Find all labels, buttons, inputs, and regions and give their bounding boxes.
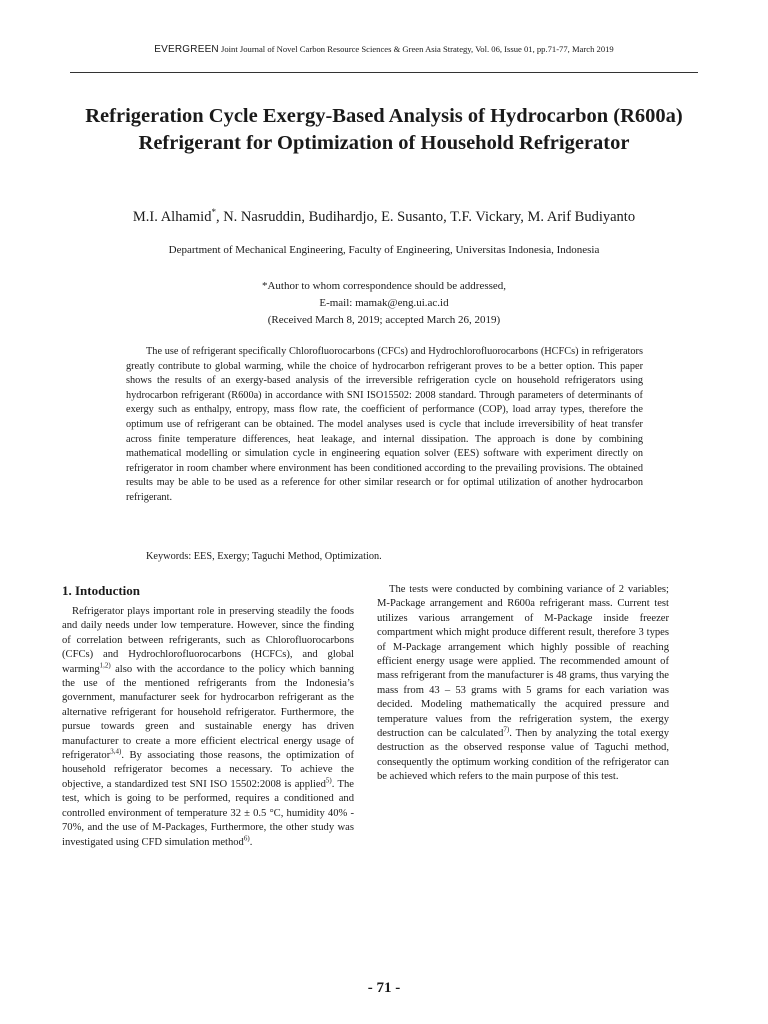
first-author: M.I. Alhamid	[132, 208, 212, 225]
left-column	[62, 583, 354, 850]
citation-5: 5)	[325, 776, 332, 785]
correspondence-block	[60, 278, 708, 329]
intro-text-3: . By associating those reasons, the optimization of household refrigerator becomes a necessary. To achieve the objective, a standardized test SNI ISO 15502:2008 is applied	[62, 750, 354, 790]
citation-1-2: 1,2)	[99, 661, 111, 670]
intro-text-1: Refrigerator plays important role in preserving steadily the foods and daily needs under low temperature. However, since the finding of correlation between refrigerants, such as Chlorofluorocarbons (CFCs) and Hydrochlorofluorocarbons (HCFCs), and global warming	[62, 606, 354, 675]
corresponding-mark: *	[211, 207, 216, 217]
right-column	[377, 583, 669, 785]
intro-text-4: . The test, which is going to be performed, requires a conditioned and controlled environment of temperature 32 ± 0.5 °C, humidity 40% - 70%, and the use of M-Packages, Furthermore, the other study was investigated using CFD simulation method	[62, 778, 354, 848]
correspondence-note: *Author to whom correspondence should be addressed,	[261, 280, 507, 292]
header-rule	[70, 72, 698, 73]
abstract: The use of refrigerant specifically Chlorofluorocarbons (CFCs) and Hydrochlorofluorocarbons (HCFCs) in refrigerators greatly contribute to global warming, while the choice of hydrocarbon refrigerant proves to be a better option. This paper shows the results of an exergy-based analysis of the irreversible refrigeration cycle on household refrigerators using hydrocarbon refrigerant (R600a) in accordance with SNI ISO15502: 2008 standard. Through parameters of determinants of exergy such as enthalpy, entropy, mass flow rate, the coefficient of performance (COP), load array types, therefore the optimum use of refrigerant can be obtained. The model analyses used is cycle that include irreversibility of heat transfer across finite temperature differences, heat leakage, and internal dissipation. The approach is done by combining mathematical modelling or simulation cycle in engineering equation solver (EES) software with experiment directly on refrigerator in room chamber where environment has been conditioned according to the prevailing provisions. The obtained results may be able to be used as a reference for other similar research or for optimal utilization of another hydrocarbon refrigerant.	[126, 346, 643, 503]
section-heading-introduction: 1. Intoduction	[62, 583, 141, 598]
citation-7: 7)	[503, 725, 510, 734]
author-list	[96, 202, 672, 227]
correspondence-email: E-mail: mamak@eng.ui.ac.id	[319, 297, 449, 309]
intro-text-2: also with the accordance to the policy which banning the use of the mentioned refrigerants from the Indonesia’s government, manufacturer seek for hydrocarbon refrigerant as the alternative refrigerant for household refrigerator. Furthermore, the pursue towards green and sustainable energy has driven manufacturer to create a more efficient electrical energy usage of refrigerator	[62, 663, 354, 762]
received-dates: (Received March 8, 2019; accepted March 26, 2019)	[267, 314, 501, 326]
intro-text-5: .	[249, 836, 253, 848]
affiliation: Department of Mechanical Engineering, Faculty of Engineering, Universitas Indonesia, Indonesia	[168, 244, 600, 256]
other-authors: , N. Nasruddin, Budihardjo, E. Susanto, T.F. Vickary, M. Arif Budiyanto	[215, 208, 636, 225]
intro-paragraph	[62, 605, 354, 850]
journal-brand: EVERGREEN	[154, 44, 219, 55]
page-number: - 71 -	[367, 980, 401, 996]
paper-title: Refrigeration Cycle Exergy-Based Analysis of Hydrocarbon (R600a) Refrigerant for Optimization of Household Refrigerator	[85, 105, 683, 154]
methods-text-1: The tests were conducted by combining variance of 2 variables; M-Package arrangement and R600a refrigerant mass. Current test utilizes various arrangement of M-Package inside freezer compartment which might produce different result, therefore 3 types of M-Package arrangement which highly possible of reaching efficient energy usage were applied. The recommended amount of mass refrigerant from the manufacturer is 48 grams, thus varying the mass from 43 – 53 grams with 5 grams for each variation was decided. Modeling mathematically the acquired pressure and temperature values from the refrigeration system, the exergy destruction can be calculated	[377, 584, 669, 740]
keywords: Keywords: EES, Exergy; Taguchi Method, Optimization.	[146, 551, 382, 562]
journal-citation: Joint Journal of Novel Carbon Resource Sciences & Green Asia Strategy, Vol. 06, Issue 01, pp.71-77, March 2019	[221, 44, 614, 54]
citation-3-4: 3,4)	[110, 747, 122, 756]
citation-6: 6)	[243, 833, 250, 842]
methods-paragraph	[377, 583, 669, 785]
methods-text-2: . Then by analyzing the total exergy destruction as the observed response value of Taguchi method, consequently the optimum working condition of the refrigerator can be achieved which refers to the main purpose of this test.	[377, 728, 669, 783]
running-header	[0, 44, 768, 55]
